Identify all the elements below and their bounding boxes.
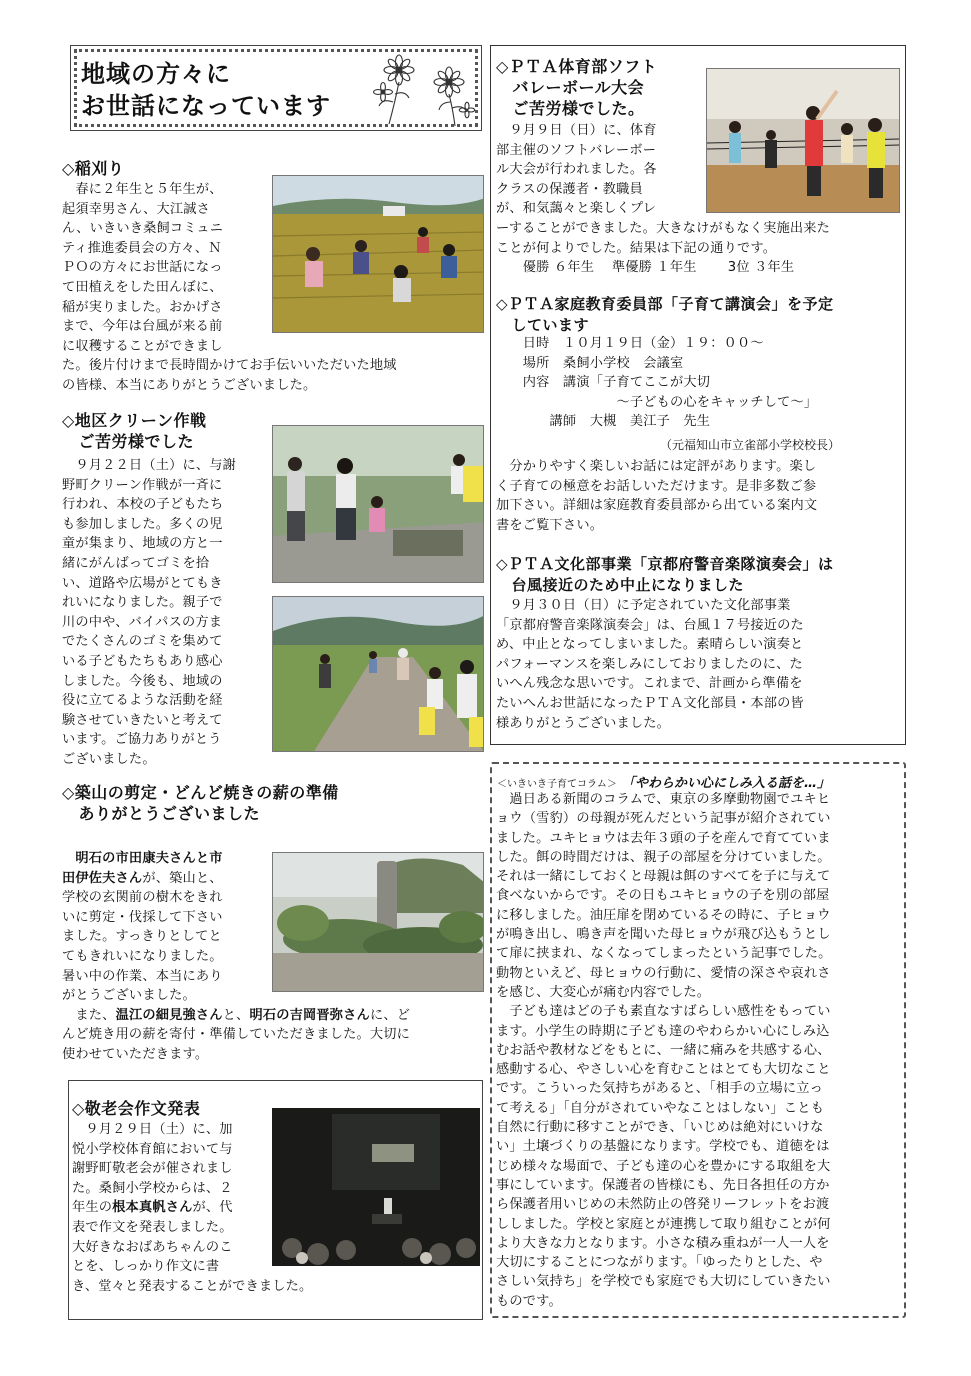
tsukiyama-line [62, 1045, 410, 1065]
title-box [70, 45, 482, 131]
softball-line: ９月９日（日）に、体育 [496, 123, 657, 138]
kosodate-detail: 場所 桑飼小学校 会議室 [496, 355, 684, 371]
kosodate-heading-line-1: ◇ＰＴＡ家庭教育委員部「子育て講演会」を予定 [496, 295, 834, 313]
clean-line: ９月２２日（土）に、与謝 [62, 458, 237, 473]
column-line: 動物といえど、母ヒョウの行動に、愛情の深さや哀れさ [496, 965, 831, 981]
column-line: 事にしています。保護者の皆様にも、先日各担任の方か [496, 1177, 830, 1193]
page-title-line-2: お世話になっています [81, 92, 331, 120]
clean-line: れいになりました。親子で [62, 595, 223, 611]
ongakutai-line: パフォーマンスを楽しみにしておりましたのに、た [496, 656, 803, 672]
inekari-line: ティ推進委員会の方々、Ｎ [62, 240, 222, 256]
softball-line: クラスの保護者・教職員 [496, 181, 643, 197]
keiro-text: た。桑飼小学校からは、２ [72, 1180, 233, 1196]
column-line: 子ども達はどの子も素直なすばらしい感性をもってい [496, 1004, 831, 1020]
kosodate-detail: 内容 講演「子育てここが大切 [496, 375, 711, 391]
kosodate-detail: 日時 １０月１９日（金）１９：００～ [496, 336, 764, 351]
keiro-line [72, 1277, 312, 1297]
keiro-text: 年生の [72, 1200, 113, 1216]
softball-line: ーすることができました。大きなけがもなく実施出来た [496, 220, 831, 236]
page-title-line-1: 地域の方々に [81, 60, 231, 88]
column-line: です。こういった気持ちがあると、「相手の立場に立っ [496, 1081, 824, 1097]
column-line: 食べないからです。その日もユキヒョウの子を別の部屋 [496, 888, 830, 904]
clean-line: 験させていきたいと考えて [62, 712, 223, 728]
keiro-text: 謝野町敬老会が催されまし [72, 1161, 233, 1177]
tsukiyama-text: ました。すっきりとしてと [62, 929, 222, 945]
column-line: した。餌の時間だけは、親子の部屋を分けていました。 [496, 849, 831, 865]
clean-line: でたくさんのゴミを集めて [62, 634, 223, 650]
softball-body [496, 121, 830, 278]
page-title [81, 58, 331, 122]
column-line: より大きな力となります。小さな積み重ねが一人一人を [496, 1235, 830, 1251]
column-line: 過日ある新聞のコラムで、東京の多摩動物園でユキヒ [496, 792, 831, 807]
ongakutai-line: たいへんお世話になったＰＴＡ文化部員・本部の皆 [496, 695, 804, 711]
column-line: が鳴き出し、鳴き声を聞いた母ヒョウが飛び込もうとし [496, 927, 831, 943]
kosodate-body [496, 457, 817, 535]
tsukiyama-text: いに剪定・伐採して下さい [62, 909, 223, 925]
column-line: て扉に挟まれ、なくなってしまったという記事でした。 [496, 946, 832, 962]
clean-body [62, 456, 236, 770]
column-line: を感じ、大変心が痛む内容でした。 [496, 984, 711, 1000]
column-title: 「やわらかい心にしみ入る話を…」 [622, 776, 831, 791]
tsukiyama-text: が、築山と、 [142, 870, 223, 886]
tsukiyama-name-highlight: 明石の市田康夫さんと市 [62, 851, 223, 866]
softball-heading-line-1: ◇ＰＴＡ体育部ソフト [496, 57, 658, 76]
cleanup-photo-2 [272, 596, 484, 752]
column-line: さしい気持ち」を学校でも家庭でも大切にしていきたい [496, 1274, 831, 1290]
clean-line: いる子どもたちもあり感心 [62, 653, 223, 669]
clean-line: ございました。 [62, 751, 156, 767]
tsukiyama-name-highlight: 温江の細見強さん [115, 1007, 223, 1023]
column-line: ます。小学生の時期に子ども達のやわらかい心にしみ込 [496, 1023, 830, 1039]
tsukiyama-text: てもきれいになりました。 [62, 948, 223, 964]
keiro-text: が、代 [192, 1200, 233, 1216]
keiro-heading: ◇敬老会作文発表 [72, 1099, 201, 1118]
clean-line: 野町クリーン作戦が一斉に [62, 477, 223, 493]
ongakutai-line: ９月３０日（日）に予定されていた文化部事業 [496, 598, 791, 613]
softball-heading [496, 56, 657, 119]
column-line: 感動する心、やさしい心を育むことはとても大切なこと [496, 1062, 831, 1078]
softball-line: ことが何よりでした。結果は下記の通りです。 [496, 240, 777, 256]
tsukiyama-name-highlight: 田伊佐夫さん [62, 870, 143, 886]
tsukiyama-text: に、ど [369, 1007, 411, 1023]
inekari-line: て田植えをした田んぼに、 [62, 279, 223, 295]
clean-line: 童が集まり、地域の方と一 [62, 536, 223, 552]
ongakutai-heading-line-2: 台風接近のため中止になりました [496, 576, 745, 594]
clean-heading-line-2: ご苦労様でした [62, 432, 195, 451]
inekari-line: ん、いきいき桑飼コミュニ [62, 221, 224, 237]
column-line: て考える」「自分がされていやなことはしない」ことも [496, 1100, 825, 1116]
rice-harvest-photo [272, 175, 484, 333]
inekari-heading: ◇稲刈り [62, 159, 125, 178]
clean-line: も参加しました。多くの児 [62, 516, 223, 532]
inekari-line: 起須幸男さん、大江誠さ [62, 201, 211, 217]
tsukiyama-text: また、 [62, 1007, 116, 1023]
clean-heading [62, 410, 207, 452]
keiro-stage-photo [272, 1108, 480, 1266]
kosodate-affiliation: （元福知山市立雀部小学校校長） [660, 438, 841, 452]
kosodate-line: 加下さい。詳細は家庭教育委員部から出ている案内文 [496, 498, 818, 514]
clean-line: しました。今後も、地域の [62, 673, 223, 689]
keiro-text: き、堂々と発表することができました。 [72, 1278, 313, 1294]
softball-line: が、和気藹々と楽しくプレ [496, 201, 657, 217]
clean-line: 緒にがんばってゴミを拾 [62, 555, 210, 571]
column-body [496, 790, 831, 1311]
ongakutai-line: め、中止となってしまいました。素晴らしい演奏と [496, 637, 804, 653]
kosodate-line: 分かりやすく楽しいお話には定評があります。楽し [496, 459, 817, 474]
keiro-text: 悦小学校体育館において与 [72, 1141, 233, 1157]
column-line: じめ様々な場面で、子ども達の心を豊かにする取組を大 [496, 1158, 831, 1174]
ongakutai-heading [496, 554, 834, 596]
kosodate-heading [496, 294, 834, 336]
inekari-line: 春に２年生と５年生が、 [62, 182, 223, 197]
tsukiyama-heading-line-2: ありがとうございました [62, 804, 261, 823]
column-line: それは一緒にしておくと母親は餌のすべてを子に与えて [496, 869, 831, 885]
tsukiyama-text: 使わせていただきます。 [62, 1046, 209, 1062]
keiro-text: とを、しっかり作文に書 [72, 1259, 220, 1275]
ongakutai-line: 「京都府警音楽隊演奏会」は、台風１７号接近のた [496, 617, 804, 633]
keiro-text: ９月２９日（土）に、加 [72, 1122, 233, 1137]
clean-line: います。ご協力ありがとう [62, 732, 222, 748]
cosmos-flowers-illustration [369, 52, 479, 128]
inekari-line: の皆様、本当にありがとうございました。 [62, 377, 317, 393]
tsukiyama-text: がとうございました。 [62, 988, 196, 1004]
tsukiyama-heading-line-1: ◇築山の剪定・どんど焼きの薪の準備 [62, 783, 339, 802]
tsukiyama-text: と、 [222, 1007, 250, 1023]
inekari-line: 稲が実りました。おかげさ [62, 299, 223, 315]
keiro-name-highlight: 根本真帆さん [112, 1200, 193, 1216]
column-line: 自然に行動に移すことができ、「いじめは絶対にいけな [496, 1120, 824, 1136]
clean-line: 川の中や、バイパスの方ま [62, 614, 223, 630]
softball-line: ル大会が行われました。各 [496, 162, 657, 178]
column-header [497, 772, 830, 791]
column-line: ました。ユキヒョウは去年３頭の子を産んで育てていま [496, 830, 831, 846]
keiro-text: 表で作文を発表しました。 [72, 1219, 233, 1235]
column-line: 大切にすることにつながります。「ゆったりとした、や [496, 1255, 823, 1271]
tsukiyama-heading [62, 782, 339, 824]
column-line: ものです。 [496, 1293, 562, 1309]
kosodate-line: 書をご覧下さい。 [496, 517, 604, 533]
clean-heading-line-1: ◇地区クリーン作戦 [62, 411, 207, 430]
kosodate-detail: ～子どもの心をキャッチして～」 [496, 394, 818, 410]
ongakutai-line: 様ありがとうございました。 [496, 715, 671, 731]
kosodate-detail: 講師 大槻 美江子 先生 [496, 414, 711, 430]
column-line: ョウ（雪豹）の母親が死んだという記事が紹介されてい [496, 811, 831, 827]
cleanup-photo-1 [272, 425, 484, 583]
tsukiyama-line [62, 1025, 410, 1045]
column-line: ら保護者用いじめの未然防止の啓発リーフレットをお渡 [496, 1197, 830, 1213]
kosodate-heading-line-2: しています [496, 316, 590, 334]
ongakutai-heading-line-1: ◇ＰＴＡ文化部事業「京都府警音楽隊演奏会」は [496, 555, 834, 573]
inekari-line: ＰＯの方々にお世話になっ [62, 260, 223, 276]
kosodate-details [496, 334, 817, 432]
tsukiyama-garden-photo [272, 852, 484, 992]
clean-line: い、道路や広場がとてもき [62, 575, 223, 591]
clean-line: 行われ、本校の子どもたち [62, 497, 224, 513]
inekari-line: に収穫することができまし [62, 338, 223, 354]
tsukiyama-text: んど焼き用の薪を寄付・準備していただきました。大切に [62, 1027, 411, 1043]
ongakutai-body [496, 596, 804, 733]
clean-line: 役に立てるような活動を経 [62, 693, 223, 709]
inekari-line: まで、今年は台風が来る前 [62, 319, 223, 335]
tsukiyama-name-highlight: 明石の吉岡晋弥さん [249, 1007, 370, 1023]
softball-line: 部主催のソフトバレーボー [496, 142, 657, 158]
column-label: ＜いきいき子育てコラム＞ [497, 779, 617, 790]
tsukiyama-text: 暑い中の作業、本当にあり [62, 968, 223, 984]
column-line: い」土壌づくりの基盤になります。学校でも、道徳をは [496, 1139, 830, 1155]
inekari-line: た。後片付けまで長時間かけてお手伝いいただいた地域 [62, 358, 397, 374]
softball-results: 優勝 ６年生 準優勝 １年生 3位 ３年生 [496, 260, 795, 276]
tsukiyama-text: 学校の玄関前の樹木をきれ [62, 890, 223, 906]
softball-heading-line-3: ご苦労様でした。 [496, 99, 645, 118]
column-line: に移しました。油圧扉を閉めているその時に、子ヒョウ [496, 907, 831, 923]
softball-heading-line-2: バレーボール大会 [496, 78, 645, 97]
column-line: ししました。学校と家庭とが連携して取り組むことが何 [496, 1216, 831, 1232]
ongakutai-line: いへん残念な思いです。これまで、計画から準備を [496, 676, 803, 692]
keiro-text: 大好きなおばあちゃんのこ [72, 1239, 233, 1255]
column-line: むお話や教材などをもとに、一緒に痛みを共感する心、 [496, 1042, 831, 1058]
tsukiyama-line [62, 1006, 410, 1026]
kosodate-line: く子育ての極意をお話しいただけます。是非多数ご参 [496, 478, 817, 494]
